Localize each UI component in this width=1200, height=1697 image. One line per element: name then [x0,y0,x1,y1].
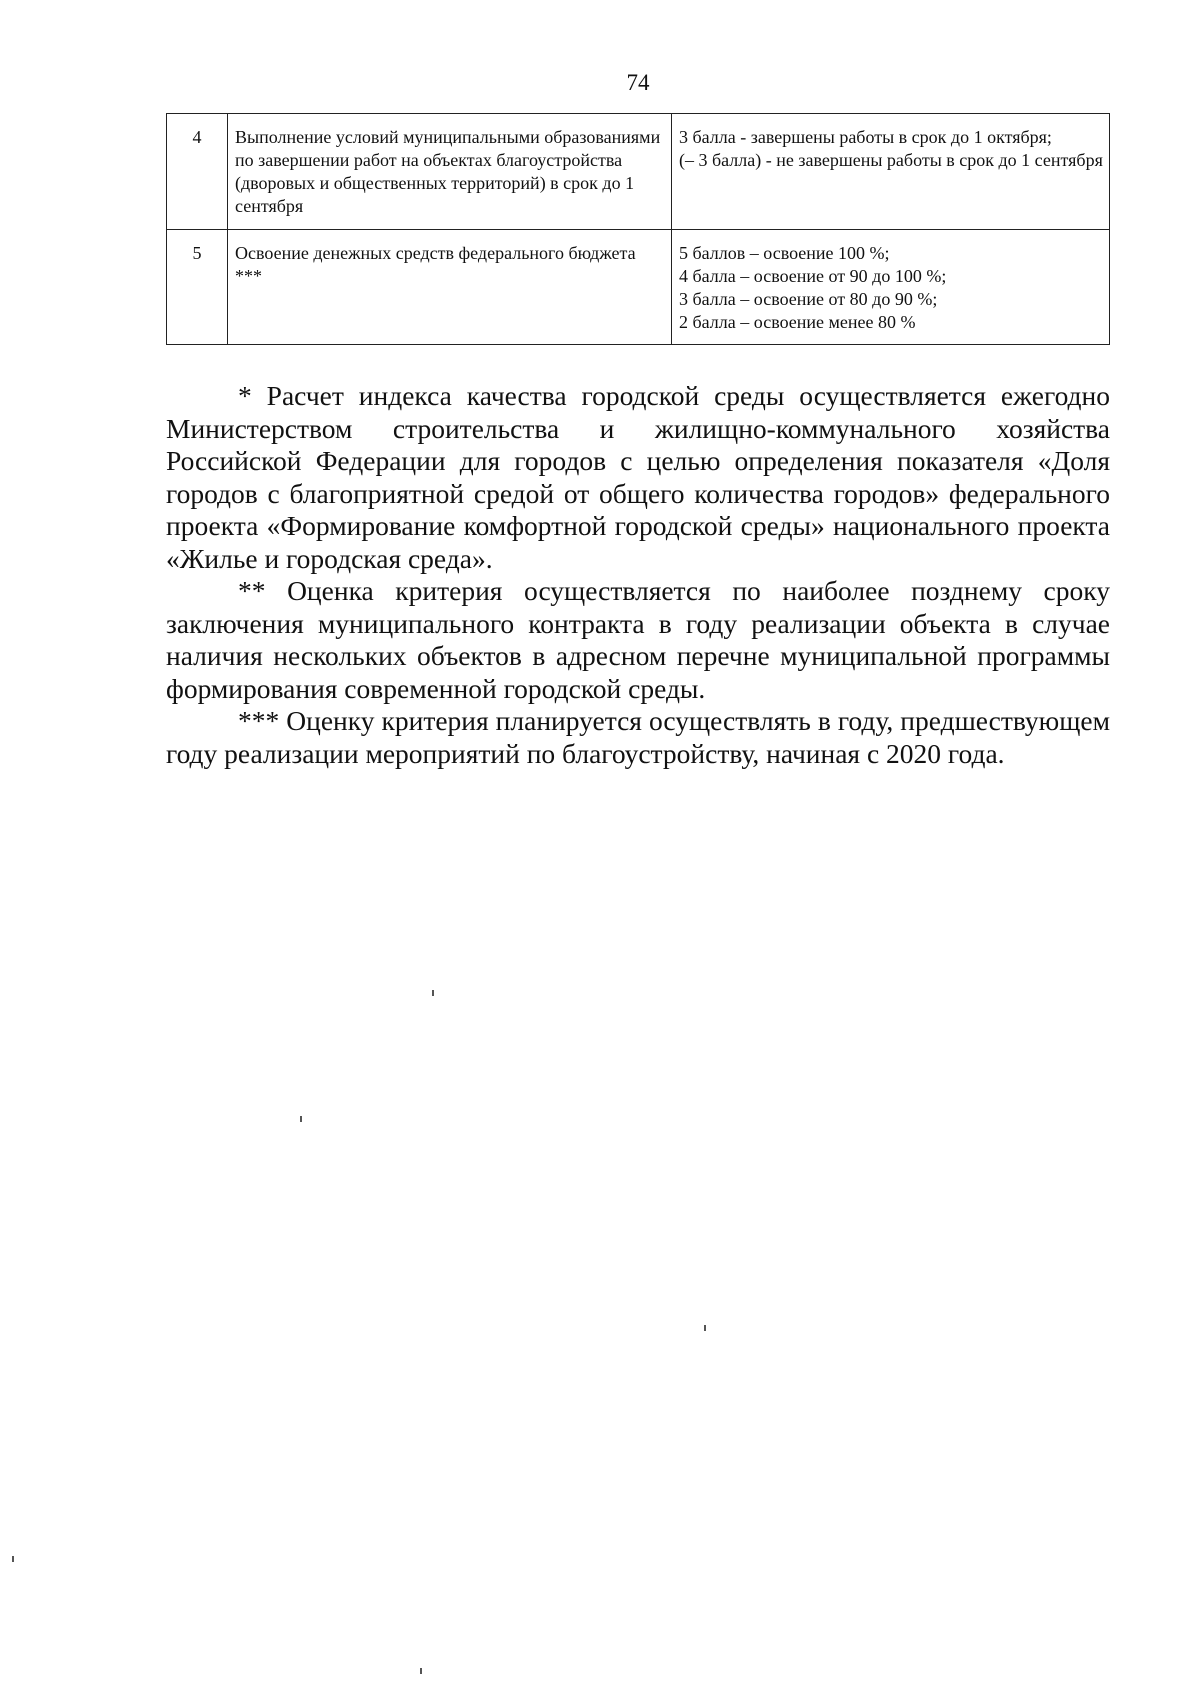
footnote-2: ** Оценка критерия осуществляется по наиболее позднему сроку заключения муниципального контракта в году реализации объекта в случае наличия нескольких объектов в адресном перечне муниципальной программы формирования современной городской среды. [166,575,1110,704]
footnote-1: * Расчет индекса качества городской среды осуществляется ежегодно Министерством строительства и жилищно-коммунального хозяйства Российской Федерации для городов с целью определения показателя «Доля городов с благоприятной средой от общего количества городов» федерального проекта «Формирование комфортной городской среды» национального проекта «Жилье и городская среда». [166,380,1110,574]
score-line: (– 3 балла) - не завершены работы в срок до 1 сентября [679,150,1103,170]
row-number: 4 [167,114,228,230]
score-cell [672,230,1110,345]
criterion-cell: Выполнение условий муниципальными образованиями по завершении работ на объектах благоустройства (дворовых и общественных территорий) в срок до 1 сентября [228,114,672,230]
row-number: 5 [167,230,228,345]
footnotes [166,380,1110,770]
scan-speck [704,1325,706,1331]
scan-speck [12,1556,14,1562]
score-line: 4 балла – освоение от 90 до 100 %; [679,266,947,286]
scan-speck [300,1116,302,1122]
footnote-3: *** Оценку критерия планируется осуществлять в году, предшествующем году реализации мероприятий по благоустройству, начиная с 2020 года. [166,705,1110,769]
score-cell [672,114,1110,230]
score-line: 3 балла – освоение от 80 до 90 %; [679,289,938,309]
score-line: 5 баллов – освоение 100 %; [679,243,890,263]
page-number: 74 [626,70,650,95]
criterion-cell: Освоение денежных средств федерального бюджета *** [228,230,672,345]
table-row [167,114,1110,230]
scan-speck [420,1668,422,1674]
scan-speck [432,990,434,996]
score-line: 2 балла – освоение менее 80 % [679,312,916,332]
score-line: 3 балла - завершены работы в срок до 1 октября; [679,127,1052,147]
table-row [167,230,1110,345]
criteria-table [166,113,1110,345]
